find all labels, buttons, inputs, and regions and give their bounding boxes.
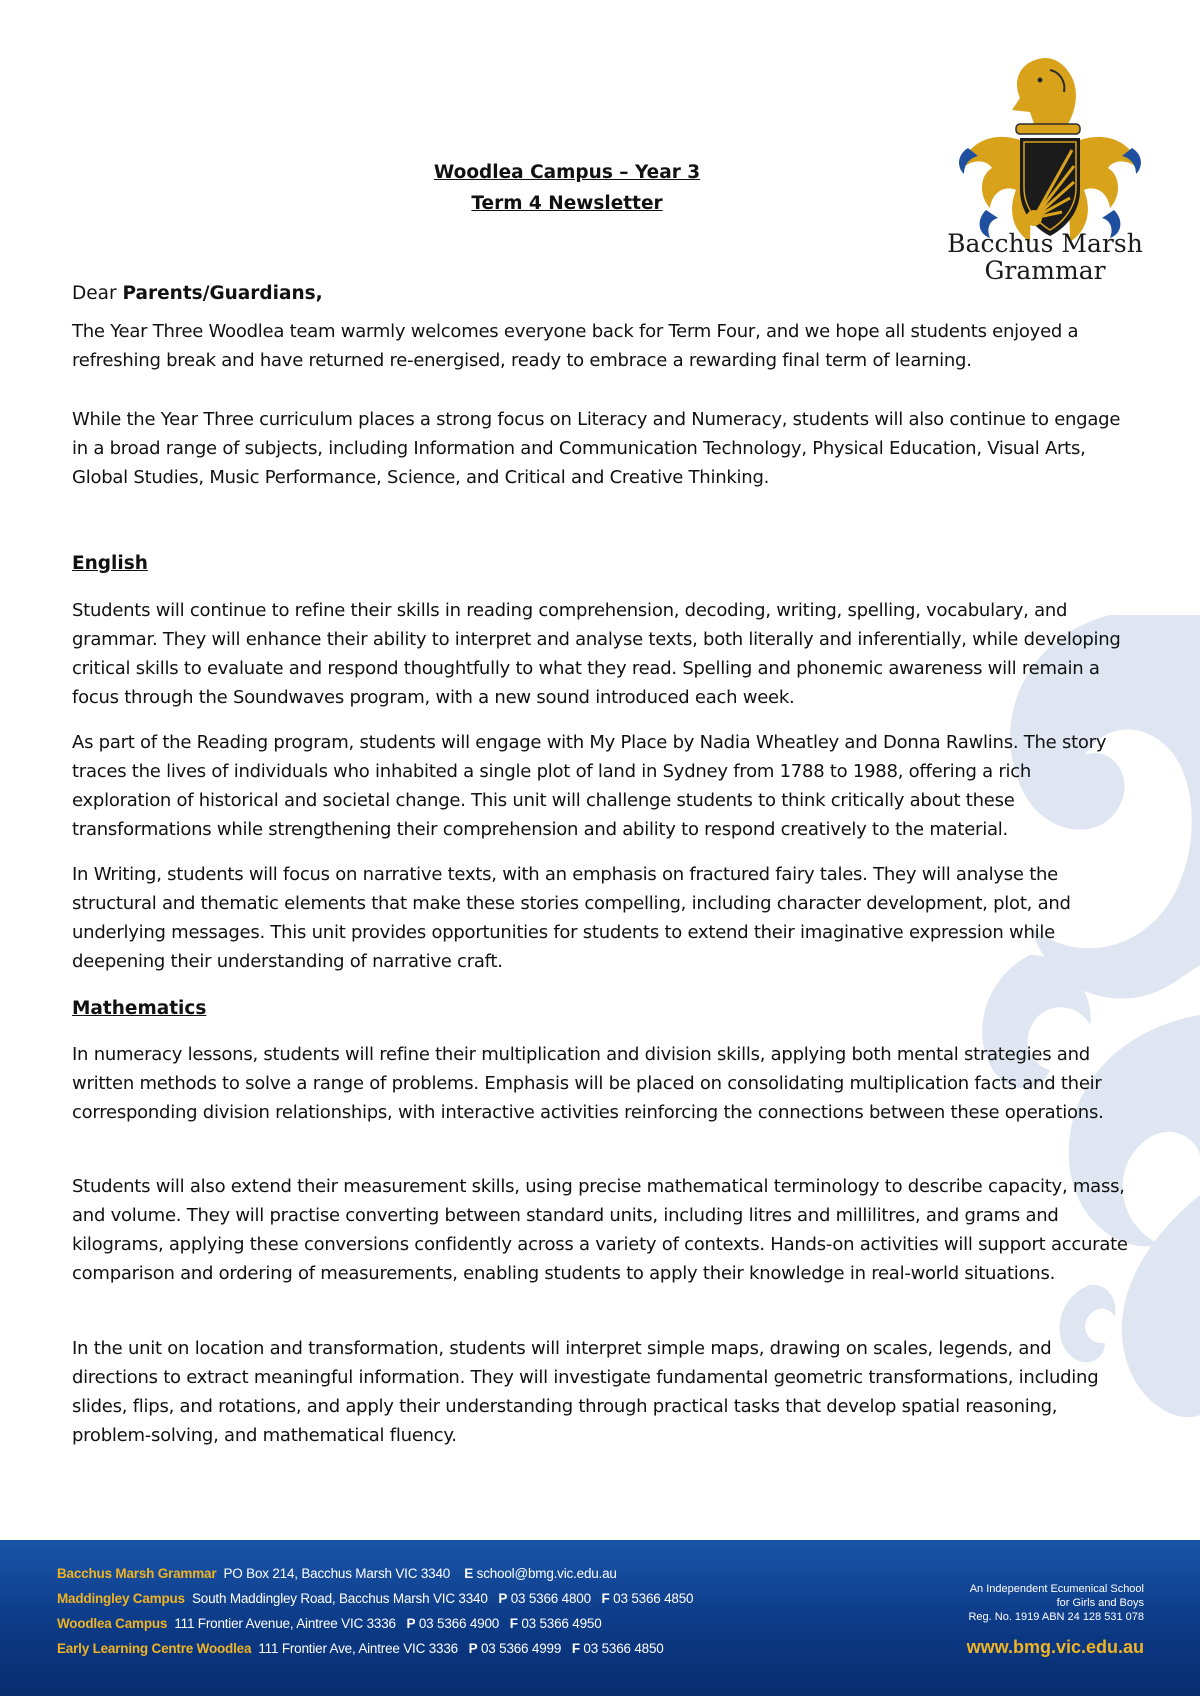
footer-phone: 03 5366 4800 [510,1591,591,1606]
intro-paragraph: The Year Three Woodlea team warmly welcomes everyone back for Term Four, and we hope all students enjoyed a refreshing break and have returned re-energised, ready to embrace a rewarding final term of learning. [72,321,1079,371]
footer-fax-label: F [571,1641,580,1656]
salutation [72,283,323,304]
footer-brand: Bacchus Marsh Grammar [57,1566,217,1581]
footer-website-link[interactable]: www.bmg.vic.edu.au [966,1637,1144,1657]
footer-school-info [968,1582,1144,1624]
footer-brand: Early Learning Centre Woodlea [57,1641,252,1656]
intro-paragraph: While the Year Three curriculum places a strong focus on Literacy and Numeracy, students will also continue to engage in a broad range of subjects, including Information and Communication Technology, Physical Education, Visual Arts, Global Studies, Music Performance, Science, and Critical and Creative Thinking. [72,409,1121,488]
footer-info-line: Reg. No. 1919 ABN 24 128 531 078 [968,1611,1144,1623]
school-name-line1: Bacchus Marsh [947,229,1143,258]
footer-address: South Maddingley Road, Bacchus Marsh VIC 3340 [191,1591,488,1606]
salutation-prefix: Dear [72,283,123,304]
english-heading: English [72,553,148,574]
english-paragraph: Students will continue to refine their skills in reading comprehension, decoding, writing, spelling, vocabulary, and grammar. They will enhance their ability to interpret and analyse texts, both literally and inferentially, while developing critical skills to evaluate and respond thoughtfully to what they read. Spelling and phonemic awareness will remain a focus through the Soundwaves program, with a new sound introduced each week. [72,600,1121,708]
english-paragraph: As part of the Reading program, students will engage with My Place by Nadia Wheatley and Donna Rawlins. The story traces the lives of individuals who inhabited a single plot of land in Sydney from 1788 to 1988, offering a rich exploration of historical and societal change. This unit will challenge students to think critically about these transformations while strengthening their comprehension and ability to respond creatively to the material. [72,732,1107,840]
mathematics-heading: Mathematics [72,998,207,1019]
mathematics-paragraph: In numeracy lessons, students will refine their multiplication and division skills, applying both mental strategies and written methods to solve a range of problems. Emphasis will be placed on consolidating multiplication facts and their corresponding division relationships, with interactive activities reinforcing the connections between these operations. [72,1044,1104,1123]
footer-brand: Maddingley Campus [57,1591,185,1606]
footer-info-line: An Independent Ecumenical School [969,1583,1144,1595]
footer-email-label: E [464,1566,474,1581]
english-paragraph: In Writing, students will focus on narrative texts, with an emphasis on fractured fairy tales. They will analyse the structural and thematic elements that make these stories compelling, including character development, plot, and underlying messages. This unit provides opportunities for students to extend their imaginative expression while deepening their understanding of narrative craft. [72,864,1071,972]
footer-line-woodlea [57,1616,602,1631]
school-name-line2: Grammar [984,256,1106,285]
footer-phone: 03 5366 4999 [480,1641,562,1656]
footer-address: PO Box 214, Bacchus Marsh VIC 3340 [223,1566,451,1581]
footer-fax: 03 5366 4950 [521,1616,602,1631]
footer-line-school [57,1566,617,1581]
footer-phone-label: P [498,1591,508,1606]
footer-phone-label: P [406,1616,416,1631]
footer-brand: Woodlea Campus [57,1616,168,1631]
footer-phone-label: P [468,1641,478,1656]
footer-fax-label: F [601,1591,610,1606]
newsletter-subtitle: Term 4 Newsletter [471,193,663,214]
footer-info-line: for Girls and Boys [1056,1597,1144,1609]
footer-fax: 03 5366 4850 [583,1641,664,1656]
footer-address: 111 Frontier Ave, Aintree VIC 3336 [258,1641,458,1656]
mathematics-paragraph: Students will also extend their measurement skills, using precise mathematical terminology to describe capacity, mass, and volume. They will practise converting between standard units, including litres and millilitres, and grams and kilograms, applying these conversions confidently across a variety of contexts. Hands-on activities will support accurate comparison and ordering of measurements, enabling students to apply their knowledge in real-world situations. [72,1176,1128,1284]
salutation-addressee: Parents/Guardians, [122,283,323,304]
newsletter-title: Woodlea Campus – Year 3 [433,162,701,183]
mathematics-paragraph: In the unit on location and transformation, students will interpret simple maps, drawing on scales, legends, and directions to extract meaningful information. They will investigate fundamental geometric transformations, including slides, flips, and rotations, and apply their understanding through practical tasks that develop spatial reasoning, problem-solving, and mathematical fluency. [72,1338,1099,1446]
footer-phone: 03 5366 4900 [418,1616,500,1631]
footer-fax-label: F [509,1616,518,1631]
footer-fax: 03 5366 4850 [613,1591,694,1606]
footer-address: 111 Frontier Avenue, Aintree VIC 3336 [174,1616,396,1631]
footer-line-maddingley [57,1591,693,1606]
footer-email[interactable]: school@bmg.vic.edu.au [476,1566,617,1581]
school-name-wordmark [940,230,1150,284]
footer-line-elc [57,1641,664,1656]
